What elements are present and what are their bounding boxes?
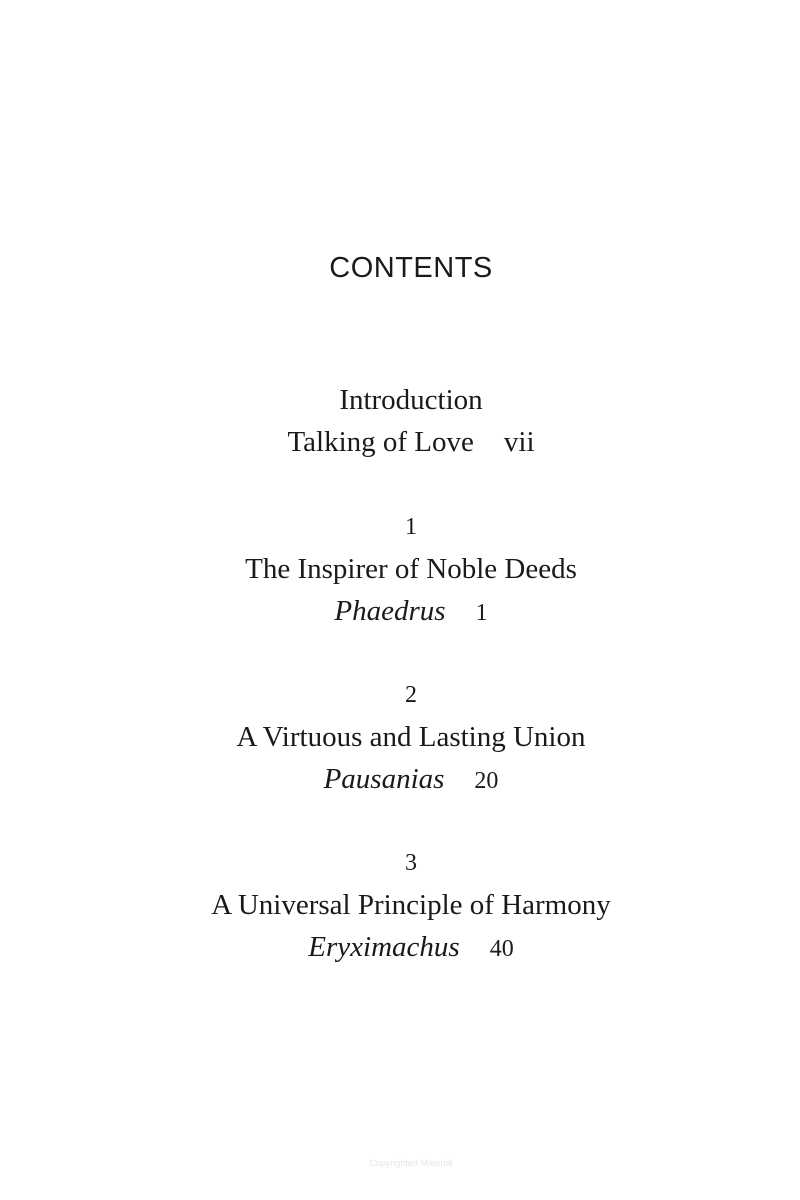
chapter-speaker: Eryximachus [308,931,460,963]
chapter-speaker-line [0,590,800,634]
intro-title-line [0,421,800,463]
chapter-title: The Inspirer of Noble Deeds [245,553,577,585]
copyright-watermark: Copyrighted Material [369,1158,453,1168]
intro-label: Introduction [339,384,483,416]
chapter-speaker: Pausanias [323,763,445,795]
contents-heading: CONTENTS [329,252,493,284]
chapter-speaker-line [0,926,800,970]
chapter-number: 2 [405,682,417,708]
toc-entry-chapter-1[interactable] [0,512,800,634]
toc-entry-introduction[interactable] [0,379,800,463]
chapter-speaker-line [0,758,800,802]
chapter-title: A Virtuous and Lasting Union [236,721,586,753]
chapter-speaker: Phaedrus [334,595,446,627]
chapter-page-number: 1 [475,600,488,626]
chapter-number: 3 [405,850,417,876]
intro-title: Talking of Love [287,426,474,458]
chapter-number: 1 [405,514,417,540]
chapter-page-number: 20 [474,768,499,794]
toc-entry-chapter-3[interactable] [0,848,800,970]
toc-entry-chapter-2[interactable] [0,680,800,802]
intro-page-number: vii [503,426,535,458]
chapter-title: A Universal Principle of Harmony [211,889,611,921]
chapter-page-number: 40 [489,936,514,962]
